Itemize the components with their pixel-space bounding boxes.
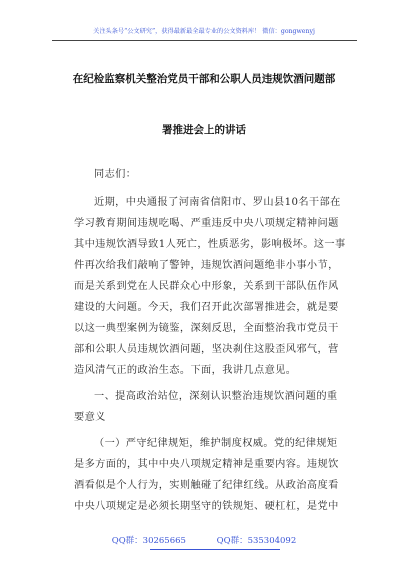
salutation: 同志们：: [94, 169, 137, 180]
document-title-line-1: 在纪检监察机关整治党员干部和公职人员违规饮酒问题部: [72, 73, 336, 85]
header-divider: [52, 40, 357, 41]
paragraph-line: 以这一典型案例为镜鉴，深刻反思，全面整治我市党员干: [74, 323, 339, 334]
paragraph-line: 件再次给我们敲响了警钟，违规饮酒问题绝非小事小节，: [74, 260, 339, 271]
paragraph-line: 中央八项规定是必须长期坚守的铁规矩、硬杠杠，是党中: [74, 501, 339, 512]
paragraph-line: 而是关系到党在人民群众心中形象，关系到干部队伍作风: [74, 281, 339, 292]
header-promo-link[interactable]: 关注头条号“公文研究”，获得最新最全最专业的公文资料库！ 微信：gongwenyj: [93, 28, 315, 35]
paragraph-line: （一）严守纪律规矩，维护制度权威。党的纪律规矩: [94, 438, 338, 449]
section-heading-line: 要意义: [74, 412, 106, 423]
paragraph-line: 学习教育期间违规吃喝、严重违反中央八项规定精神问题: [74, 218, 339, 229]
paragraph-line: 造风清气正的政治生态。下面，我讲几点意见。: [74, 365, 297, 376]
paragraph-line: 建设的大问题。今天，我们召开此次部署推进会，就是要: [74, 302, 339, 313]
paragraph-line: 近期，中央通报了河南省信阳市、罗山县10名干部在: [94, 197, 341, 208]
document-title-line-2: 署推进会上的讲话: [162, 124, 246, 136]
header-banner: [0, 28, 408, 36]
paragraph-line: 是多方面的，其中中央八项规定精神是重要内容。违规饮: [74, 459, 339, 470]
qq-group-1: QQ群：30265665: [111, 536, 186, 546]
paragraph-line: 酒看似是个人行为，实则触碰了纪律红线。从政治高度看: [74, 480, 339, 491]
paragraph-line: 部和公职人员违规饮酒问题，坚决刹住这股歪风邪气，营: [74, 344, 339, 355]
section-heading-line: 一、提高政治站位，深刻认识整治违规饮酒问题的重: [94, 391, 338, 402]
footer-underline: [150, 549, 280, 550]
paragraph-line: 其中违规饮酒导致1人死亡，性质恶劣，影响极坏。这一事: [74, 239, 346, 250]
qq-group-2: QQ群：535304092: [216, 536, 297, 546]
footer-contact: [0, 536, 408, 547]
